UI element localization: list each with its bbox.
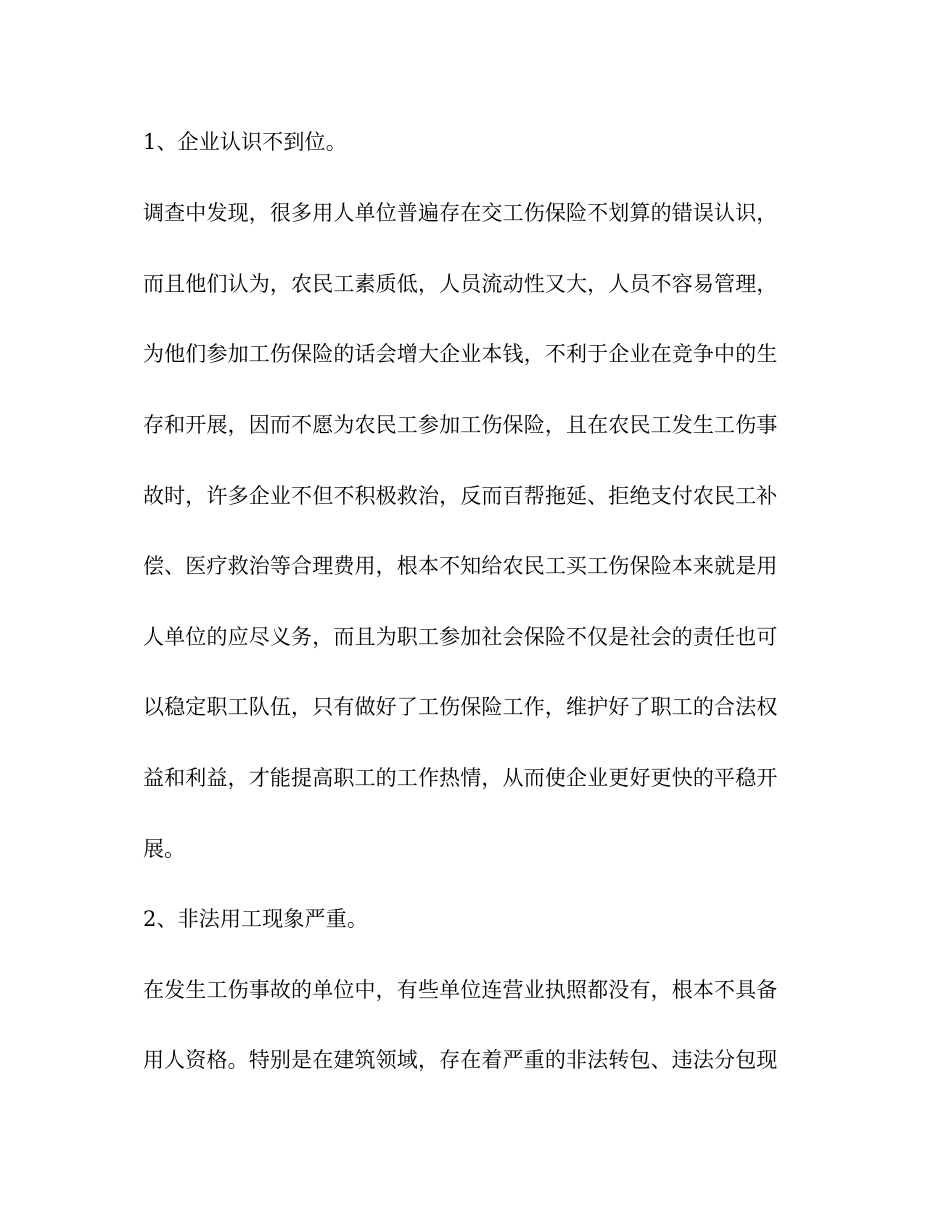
section-1-line-4: 存和开展，因而不愿为农民工参加工伤保险，且在农民工发生工伤事 xyxy=(143,413,778,437)
section-2-line-2: 用人资格。特别是在建筑领域，存在着严重的非法转包、违法分包现 xyxy=(143,1048,778,1072)
section-2-heading: 2、非法用工现象严重。 xyxy=(143,907,369,931)
section-1-line-2: 而且他们认为，农民工素质低，人员流动性又大，人员不容易管理， xyxy=(143,272,778,296)
section-1-line-1: 调查中发现，很多用人单位普遍存在交工伤保险不划算的错误认识， xyxy=(143,201,778,225)
section-1-line-5: 故时，许多企业不但不积极救治，反而百帮拖延、拒绝支付农民工补 xyxy=(143,484,778,508)
section-1-line-8: 以稳定职工队伍，只有做好了工伤保险工作，维护好了职工的合法权 xyxy=(143,695,778,719)
section-1-line-3: 为他们参加工伤保险的话会增大企业本钱，不利于企业在竞争中的生 xyxy=(143,342,778,366)
section-1-line-6: 偿、医疗救治等合理费用，根本不知给农民工买工伤保险本来就是用 xyxy=(143,554,778,578)
section-1-line-10: 展。 xyxy=(143,837,186,861)
section-1-heading: 1、企业认识不到位。 xyxy=(143,130,347,154)
section-2-line-1: 在发生工伤事故的单位中，有些单位连营业执照都没有，根本不具备 xyxy=(143,978,778,1002)
section-1-line-7: 人单位的应尽义务，而且为职工参加社会保险不仅是社会的责任也可 xyxy=(143,625,778,649)
section-1-line-9: 益和利益，才能提高职工的工作热情，从而使企业更好更快的平稳开 xyxy=(143,766,778,790)
